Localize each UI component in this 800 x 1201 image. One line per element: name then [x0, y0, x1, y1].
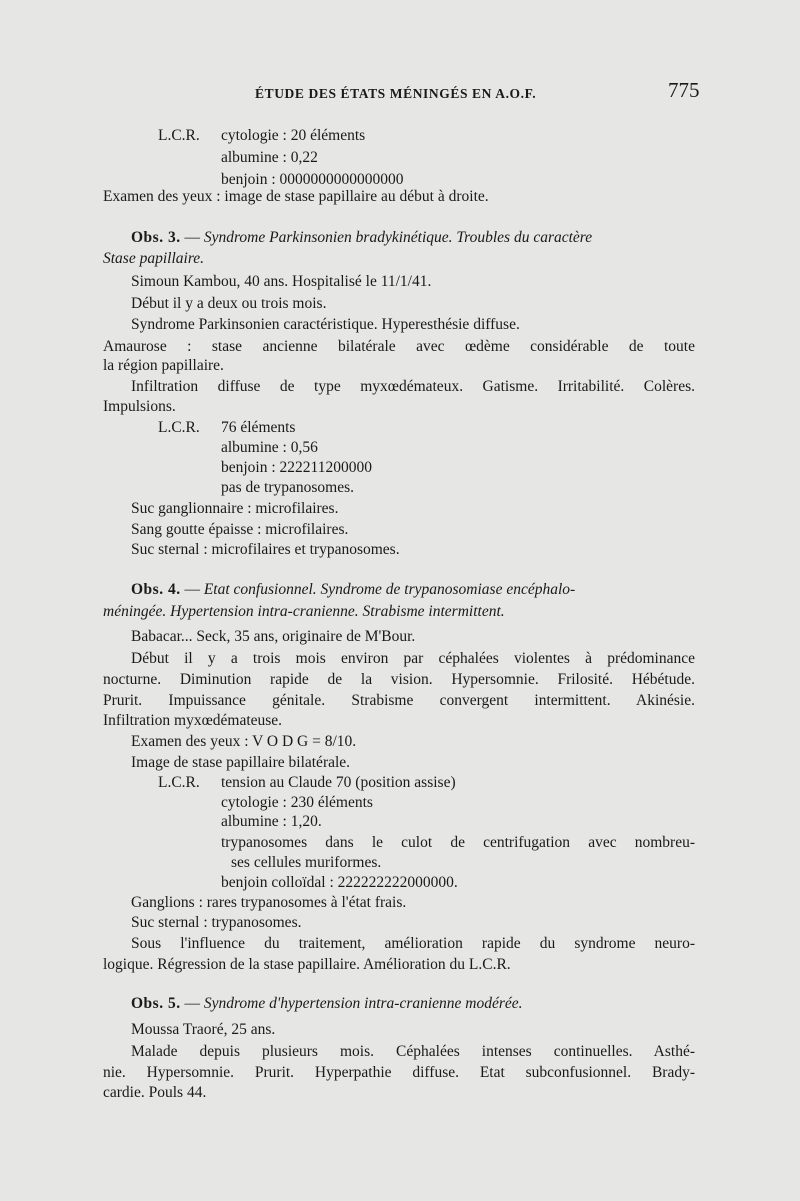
- obs3-line: Simoun Kambou, 40 ans. Hospitalisé le 11/1/41.: [131, 273, 432, 290]
- obs4-title-line1: Etat confusionnel. Syndrome de trypanosomiase encéphalo-: [203, 581, 576, 598]
- obs3-line: Suc ganglionnaire : microfilaires.: [131, 500, 339, 517]
- obs3-title-line1: Syndrome Parkinsonien bradykinétique. Troubles du caractère: [203, 229, 593, 246]
- obs4-line: benjoin colloïdal : 222222222000000.: [221, 874, 458, 891]
- lcr-albumine: albumine : 0,22: [221, 149, 318, 166]
- running-title: ÉTUDE DES ÉTATS MÉNINGÉS EN A.O.F.: [255, 86, 537, 101]
- obs4-line: Infiltration myxœdémateuse.: [103, 712, 283, 729]
- obs3-line: Début il y a deux ou trois mois.: [131, 295, 327, 312]
- obs3-line: Impulsions.: [103, 398, 176, 415]
- obs3-line: Amaurose : stase ancienne bilatérale avec œdème considérable de toute: [103, 338, 695, 355]
- obs4-line: Ganglions : rares trypanosomes à l'état frais.: [131, 894, 407, 911]
- obs3-line: Syndrome Parkinsonien caractéristique. Hyperesthésie diffuse.: [131, 316, 520, 333]
- obs3-line: benjoin : 222211200000: [221, 459, 372, 476]
- obs3-dash: —: [184, 229, 200, 246]
- obs4-dash: —: [184, 581, 200, 598]
- obs4-line: nocturne. Diminution rapide de la vision. Hypersomnie. Frilosité. Hébétude.: [103, 671, 695, 688]
- lcr-label: L.C.R.: [158, 127, 200, 144]
- obs3-line: Suc sternal : microfilaires et trypanosomes.: [131, 541, 400, 558]
- obs5-line: Moussa Traoré, 25 ans.: [131, 1021, 276, 1038]
- obs4-line: logique. Régression de la stase papillaire. Amélioration du L.C.R.: [103, 956, 511, 973]
- obs5-line: Malade depuis plusieurs mois. Céphalées intenses continuelles. Asthé-: [131, 1043, 695, 1060]
- obs3-line: albumine : 0,56: [221, 439, 318, 456]
- lcr-benjoin: benjoin : 0000000000000000: [221, 171, 404, 188]
- obs4-line: Examen des yeux : V O D G = 8/10.: [131, 733, 357, 750]
- page-number: 775: [668, 78, 700, 102]
- obs4-line: cytologie : 230 éléments: [221, 794, 373, 811]
- obs5-heading: [131, 994, 523, 1013]
- obs3-heading: [131, 228, 592, 247]
- obs3-title-line2: Stase papillaire.: [103, 250, 205, 267]
- examen-yeux: Examen des yeux : image de stase papillaire au début à droite.: [103, 188, 489, 205]
- obs3-lcr-label: L.C.R.: [158, 419, 200, 436]
- obs4-line: Sous l'influence du traitement, amélioration rapide du syndrome neuro-: [131, 935, 695, 952]
- obs5-dash: —: [184, 995, 200, 1012]
- obs5-line: cardie. Pouls 44.: [103, 1084, 207, 1101]
- obs4-title-line2: méningée. Hypertension intra-cranienne. Strabisme intermittent.: [103, 603, 505, 620]
- obs4-line: Début il y a trois mois environ par céphalées violentes à prédominance: [131, 650, 695, 667]
- obs4-heading: [131, 580, 575, 599]
- obs3-line: la région papillaire.: [103, 357, 224, 374]
- obs4-line: Prurit. Impuissance génitale. Strabisme convergent intermittent. Akinésie.: [103, 692, 695, 709]
- obs4-label: Obs. 4.: [131, 581, 181, 598]
- obs4-lcr-label: L.C.R.: [158, 774, 200, 791]
- obs5-label: Obs. 5.: [131, 995, 181, 1012]
- obs4-line: ses cellules muriformes.: [231, 854, 382, 871]
- obs3-line: pas de trypanosomes.: [221, 479, 355, 496]
- obs3-line: Sang goutte épaisse : microfilaires.: [131, 521, 349, 538]
- lcr-cytologie: cytologie : 20 éléments: [221, 127, 366, 144]
- obs4-line: albumine : 1,20.: [221, 813, 322, 830]
- obs5-line: nie. Hypersomnie. Prurit. Hyperpathie diffuse. Etat subconfusionnel. Brady-: [103, 1064, 695, 1081]
- obs5-title-line1: Syndrome d'hypertension intra-cranienne modérée.: [203, 995, 523, 1012]
- obs4-line: Suc sternal : trypanosomes.: [131, 914, 302, 931]
- obs4-line: Babacar... Seck, 35 ans, originaire de M'Bour.: [131, 628, 416, 645]
- obs4-line: Image de stase papillaire bilatérale.: [131, 754, 351, 771]
- obs3-line: Infiltration diffuse de type myxœdémateux. Gatisme. Irritabilité. Colères.: [131, 378, 695, 395]
- obs3-label: Obs. 3.: [131, 229, 181, 246]
- obs3-line: 76 éléments: [221, 419, 296, 436]
- obs4-line: tension au Claude 70 (position assise): [221, 774, 456, 791]
- obs4-line: trypanosomes dans le culot de centrifugation avec nombreu-: [221, 834, 695, 851]
